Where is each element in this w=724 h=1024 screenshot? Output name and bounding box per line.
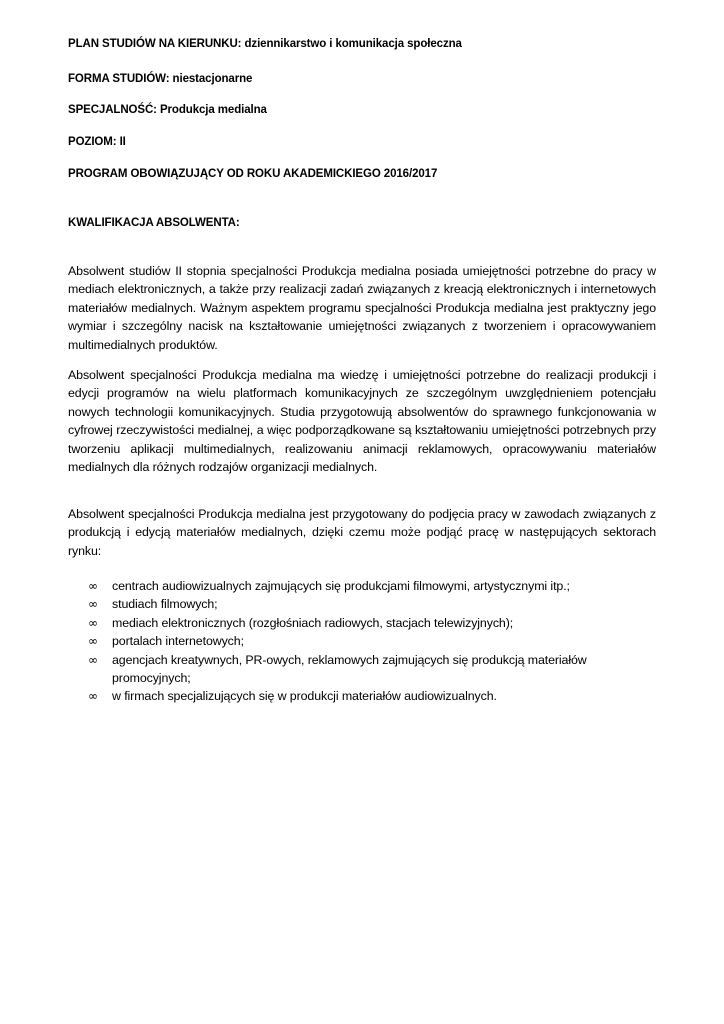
infinity-bullet-icon: ∞ [88, 652, 98, 667]
paragraph-2: Absolwent specjalności Produkcja medialna ma wiedzę i umiejętności potrzebne do realizacji produkcji i edycji programów na wielu platformach komunikacyjnych ze szczególnym uwzględnieniem potencjału nowych technologii komunikacyjnych. Studia przygotowują absolwentów do sprawnego funkcjonowania w cyfrowej rzeczywistości medialnej, a więc podporządkowane są kształtowaniu umiejętności potrzebnych przy tworzeniu aplikacji multimedialnych, realizowaniu animacji reklamowych, opracowywaniu materiałów medialnych dla różnych rodzajów organizacji medialnych. [68, 368, 656, 475]
list-item-text: w firmach specjalizujących się w produkcji materiałów audiowizualnych. [112, 689, 497, 704]
infinity-bullet-icon: ∞ [88, 615, 98, 630]
list-item [88, 687, 648, 705]
plan-heading: PLAN STUDIÓW NA KIERUNKU: dziennikarstwo i komunikacja społeczna [68, 38, 462, 50]
infinity-bullet-icon: ∞ [88, 634, 98, 649]
poziom-heading: POZIOM: II [68, 136, 126, 148]
infinity-bullet-icon: ∞ [88, 579, 98, 593]
list-item [88, 595, 648, 613]
list-item-text: portalach internetowych; [112, 634, 244, 649]
infinity-bullet-icon: ∞ [88, 689, 98, 704]
kwalifikacja-heading: KWALIFIKACJA ABSOLWENTA: [68, 217, 240, 229]
specjalnosc-heading: SPECJALNOŚĆ: Produkcja medialna [68, 104, 267, 116]
paragraph-1: Absolwent studiów II stopnia specjalności Produkcja medialna posiada umiejętności potrzebne do pracy w mediach elektronicznych, a także przy realizacji zadań związanych z kreacją elektronicznych i internetowych materiałów medialnych. Ważnym aspektem programu specjalności Produkcja medialna jest praktyczny jego wymiar i szczególny nacisk na kształtowanie umiejętności związanych z tworzeniem i opracowywaniem multimedialnych produktów. [68, 264, 656, 352]
paragraph-3: Absolwent specjalności Produkcja medialna jest przygotowany do podjęcia pracy w zawodach związanych z produkcją i edycją materiałów medialnych, dzięki czemu może podjąć pracę w następujących sektorach rynku: [68, 507, 656, 558]
list-item-text: agencjach kreatywnych, PR-owych, reklamowych zajmujących się produkcją materiałów promocyjnych; [112, 652, 587, 686]
list-item-text: mediach elektronicznych (rozgłośniach radiowych, stacjach telewizyjnych); [112, 615, 514, 630]
list-item-text: studiach filmowych; [112, 597, 218, 612]
list-item [88, 651, 648, 688]
sectors-list [88, 577, 648, 706]
list-item [88, 614, 648, 632]
forma-heading: FORMA STUDIÓW: niestacjonarne [68, 73, 253, 85]
program-heading: PROGRAM OBOWIĄZUJĄCY OD ROKU AKADEMICKIEGO 2016/2017 [68, 168, 438, 180]
list-item [88, 577, 648, 595]
list-item [88, 632, 648, 650]
list-item-text: centrach audiowizualnych zajmujących się produkcjami filmowymi, artystycznymi itp.; [112, 579, 570, 593]
infinity-bullet-icon: ∞ [88, 597, 98, 612]
